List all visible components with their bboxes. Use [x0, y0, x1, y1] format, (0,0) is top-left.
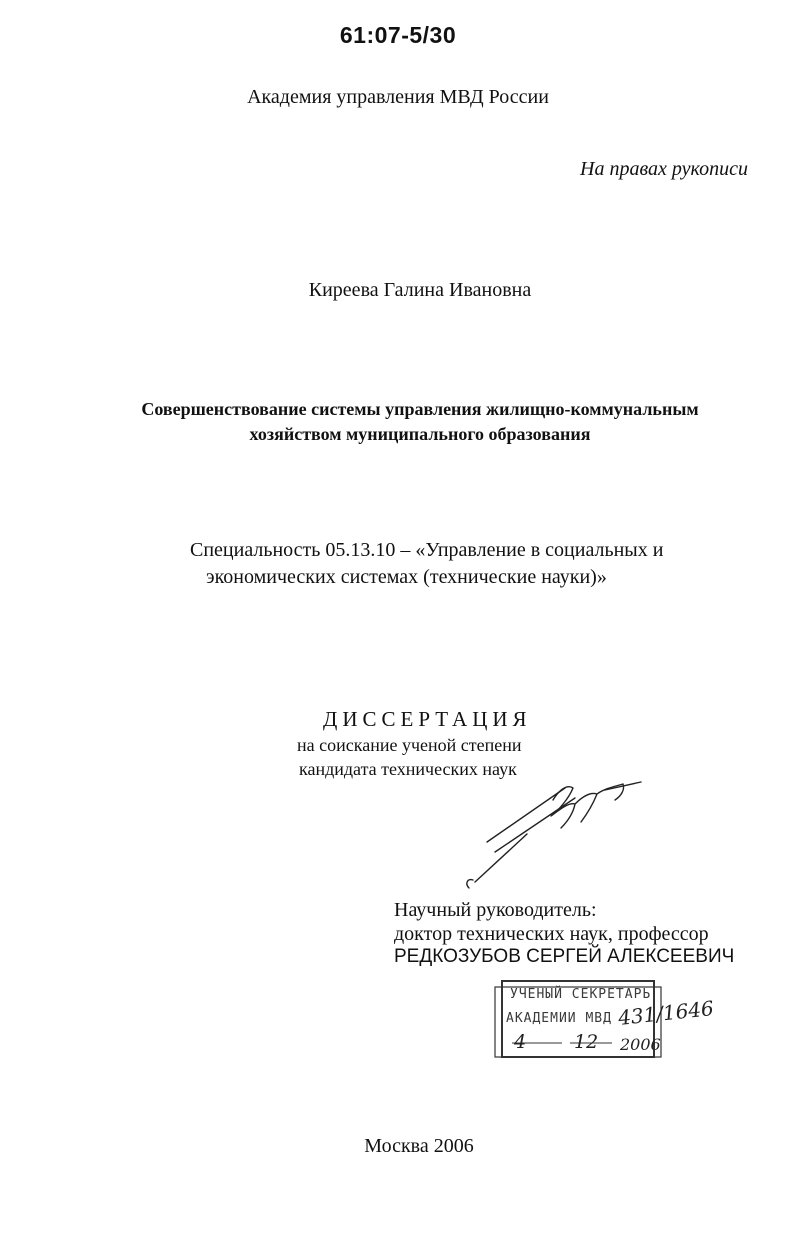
stamp-day: 4	[514, 1031, 527, 1053]
specialty-line-2: экономических системах (технические науки)»	[206, 566, 607, 588]
stamp-line-1: УЧЕНЫЙ СЕКРЕТАРЬ	[510, 987, 652, 1002]
secretary-stamp	[492, 977, 715, 1063]
stamp-line-2: АКАДЕМИИ МВД	[506, 1011, 612, 1026]
document-type-heading: ДИССЕРТАЦИЯ	[323, 707, 532, 731]
dissertation-title-line-2: хозяйством муниципального образования	[249, 424, 591, 444]
degree-line-2: кандидата технических наук	[299, 759, 517, 779]
specialty-line-1: Специальность 05.13.10 – «Управление в социальных и	[190, 539, 664, 561]
city-and-year: Москва 2006	[364, 1135, 474, 1157]
institution-name: Академия управления МВД России	[247, 86, 549, 108]
manuscript-rights-note: На правах рукописи	[580, 158, 748, 180]
stamp-registration-number: 431/1646	[617, 996, 715, 1030]
supervisor-degree: доктор технических наук, профессор	[394, 923, 709, 945]
stamp-month: 12	[574, 1031, 599, 1053]
supervisor-name: РЕДКОЗУБОВ СЕРГЕЙ АЛЕКСЕЕВИЧ	[394, 946, 735, 967]
author-name: Киреева Галина Ивановна	[308, 279, 532, 301]
stamp-year: 2006	[620, 1035, 661, 1054]
supervisor-label: Научный руководитель:	[394, 899, 597, 921]
catalog-number: 61:07-5/30	[339, 22, 457, 48]
dissertation-title-line-1: Совершенствование системы управления жилищно-коммунальным	[141, 399, 699, 419]
handwritten-signature	[455, 770, 655, 895]
degree-line-1: на соискание ученой степени	[297, 735, 522, 755]
